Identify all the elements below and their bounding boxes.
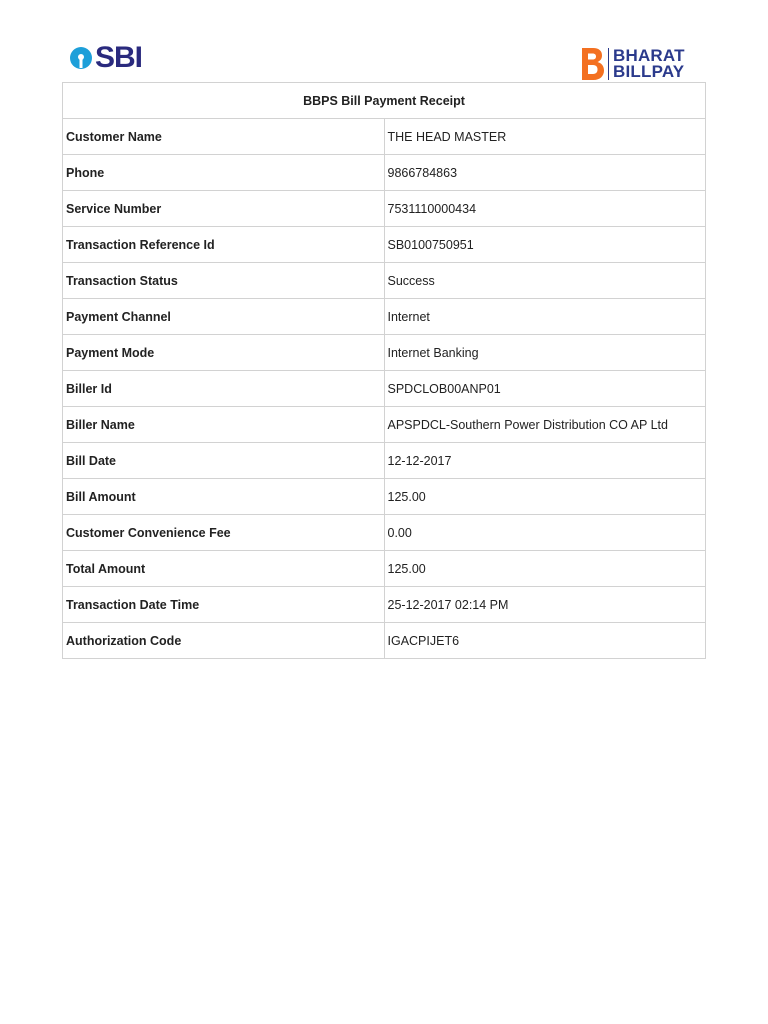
field-value: THE HEAD MASTER bbox=[384, 119, 706, 155]
field-label: Transaction Date Time bbox=[63, 587, 385, 623]
field-value: SB0100750951 bbox=[384, 227, 706, 263]
table-row bbox=[63, 155, 706, 191]
table-row bbox=[63, 407, 706, 443]
table-row bbox=[63, 515, 706, 551]
field-value: Internet bbox=[384, 299, 706, 335]
receipt-rows bbox=[63, 119, 706, 659]
field-label: Transaction Status bbox=[63, 263, 385, 299]
sbi-logo-text: SBI bbox=[95, 41, 143, 74]
logo-divider bbox=[608, 48, 609, 80]
field-label: Phone bbox=[63, 155, 385, 191]
billpay-word: BILLPAY bbox=[613, 62, 685, 81]
table-row bbox=[63, 623, 706, 659]
field-value: Internet Banking bbox=[384, 335, 706, 371]
field-value: APSPDCL-Southern Power Distribution CO AP Ltd bbox=[384, 407, 706, 443]
table-row bbox=[63, 263, 706, 299]
table-row bbox=[63, 335, 706, 371]
table-row bbox=[63, 551, 706, 587]
bharat-billpay-wordmark bbox=[613, 48, 685, 80]
table-row bbox=[63, 587, 706, 623]
bharat-billpay-b-icon bbox=[581, 47, 605, 81]
receipt-header bbox=[0, 0, 768, 82]
field-label: Biller Name bbox=[63, 407, 385, 443]
sbi-logo bbox=[70, 43, 142, 73]
field-value: Success bbox=[384, 263, 706, 299]
table-row bbox=[63, 227, 706, 263]
field-label: Payment Mode bbox=[63, 335, 385, 371]
field-label: Service Number bbox=[63, 191, 385, 227]
field-value: 125.00 bbox=[384, 551, 706, 587]
field-label: Customer Name bbox=[63, 119, 385, 155]
receipt-title: BBPS Bill Payment Receipt bbox=[63, 83, 706, 119]
field-value: 7531110000434 bbox=[384, 191, 706, 227]
table-row bbox=[63, 191, 706, 227]
field-value: 0.00 bbox=[384, 515, 706, 551]
bharat-word: BHARAT bbox=[613, 46, 685, 65]
field-value: IGACPIJET6 bbox=[384, 623, 706, 659]
sbi-keyhole-icon bbox=[70, 44, 92, 72]
field-label: Customer Convenience Fee bbox=[63, 515, 385, 551]
bharat-billpay-logo bbox=[581, 46, 685, 82]
field-label: Bill Amount bbox=[63, 479, 385, 515]
field-value: 125.00 bbox=[384, 479, 706, 515]
receipt-table bbox=[62, 82, 706, 659]
receipt-title-row bbox=[63, 83, 706, 119]
table-row bbox=[63, 479, 706, 515]
field-value: 12-12-2017 bbox=[384, 443, 706, 479]
field-label: Authorization Code bbox=[63, 623, 385, 659]
field-label: Transaction Reference Id bbox=[63, 227, 385, 263]
table-row bbox=[63, 119, 706, 155]
table-row bbox=[63, 371, 706, 407]
field-value: 25-12-2017 02:14 PM bbox=[384, 587, 706, 623]
field-value: 9866784863 bbox=[384, 155, 706, 191]
field-value: SPDCLOB00ANP01 bbox=[384, 371, 706, 407]
field-label: Bill Date bbox=[63, 443, 385, 479]
field-label: Total Amount bbox=[63, 551, 385, 587]
table-row bbox=[63, 443, 706, 479]
field-label: Biller Id bbox=[63, 371, 385, 407]
table-row bbox=[63, 299, 706, 335]
field-label: Payment Channel bbox=[63, 299, 385, 335]
